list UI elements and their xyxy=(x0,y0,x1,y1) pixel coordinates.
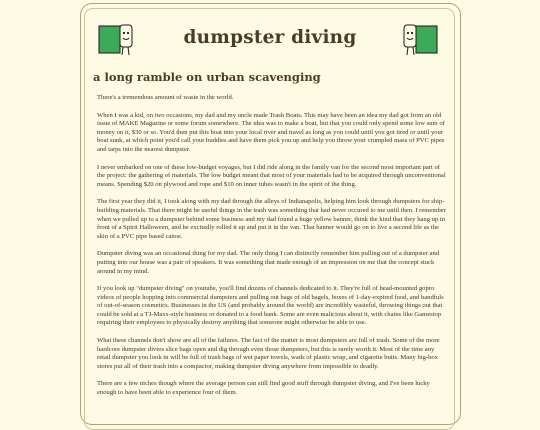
article-paragraph: I never embarked on one of these low-budget voyages, but I did ride along in the family van for the second most important part of the project: the gathering of materials. The low budget meant that most of your materials had to be acquired through unconventional means. Spending $20 on plywood and rope and $10 on inner tubes wasn't in the spirit of the thing. xyxy=(97,163,446,188)
site-title: dumpster diving xyxy=(183,27,357,48)
article-title: a long ramble on urban scavenging xyxy=(93,70,321,84)
article-paragraph: There's a tremendous amount of waste in the world. xyxy=(97,94,234,101)
article-paragraph: There are a few niches though where the average person can still find good stuff through dumpster diving, and I've been lucky enough to have been able to experience four of them. xyxy=(97,380,430,397)
article-paragraph: Dumpster diving was an occasional thing for my dad. The only thing I can distinctly remember him pulling out of a dumpster and putting into our house was a pair of speakers. It was something that made enough of an impression on me that the concept stuck around in my mind. xyxy=(97,250,440,275)
article-body xyxy=(97,94,449,407)
article-paragraph: When I was a kid, on two occasions, my dad and my uncle made Trash Boats. This may have been an idea my dad got from an old issue of MAKE Magazine or some forum somewhere. The idea was to make a boat, but that you could only spend some low sum of money on it, $30 or so. You'd then put this boat into your local river and travel as long as you could until you got tired or until your boat sunk, at which point you'd call your buddies and have them pick you up and help you throw your crumpled mass of PVC pipes and tarps into the nearest dumpster. xyxy=(97,111,445,153)
article-paragraph: The first year they did it, I took along with my dad through the alleys of Indianapolis, helping him look through dumpsters for ship-building materials. That there might be useful things in the trash was something that had never occured to me until then. I remember when we pulled up to a dumpster behind some business and my dad found a huge yellow banner, think the kind that they hang up in front of a Spirit Halloween, and he excitedly rolled it up and put it in the van. That banner would go on to live a second life as the skin of a PVC pipe based canoe. xyxy=(97,198,446,240)
article-paragraph: What these channels don't show are all of the failures. The fact of the matter is most dumpsters are full of trash. Some of the more hardcore dumpster divers slice bags open and dig through even those dumpsters, but this is rarely worth it. Most of the time any retail dumpster you look in will be full of trash bags of wet paper towels, wads of plastic wrap, and cigarette butts. Many big-box stores put all of their trash into a compactor, making dumpster diving anywhere from impossible to deadly. xyxy=(97,337,440,370)
article-paragraph: If you look up "dumpster diving" on youtube, you'll find dozens of channels dedicated to it. They're full of head-mounted gopro videos of people hopping into commercial dumpsters and pulling out bags of old bagels, boxes of 1-day-expired food, and handfuls of out-of-season cosmetics. Businesses in the US (and probably around the world) are incredibly wasteful, throwing things out that could be sold at a TJ-Maxx-style business or donated to a food bank. Some are even malicious about it, with chains like Gamestop requiring their employees to physically destroy anything that someone might otherwise be able to use. xyxy=(97,285,444,327)
